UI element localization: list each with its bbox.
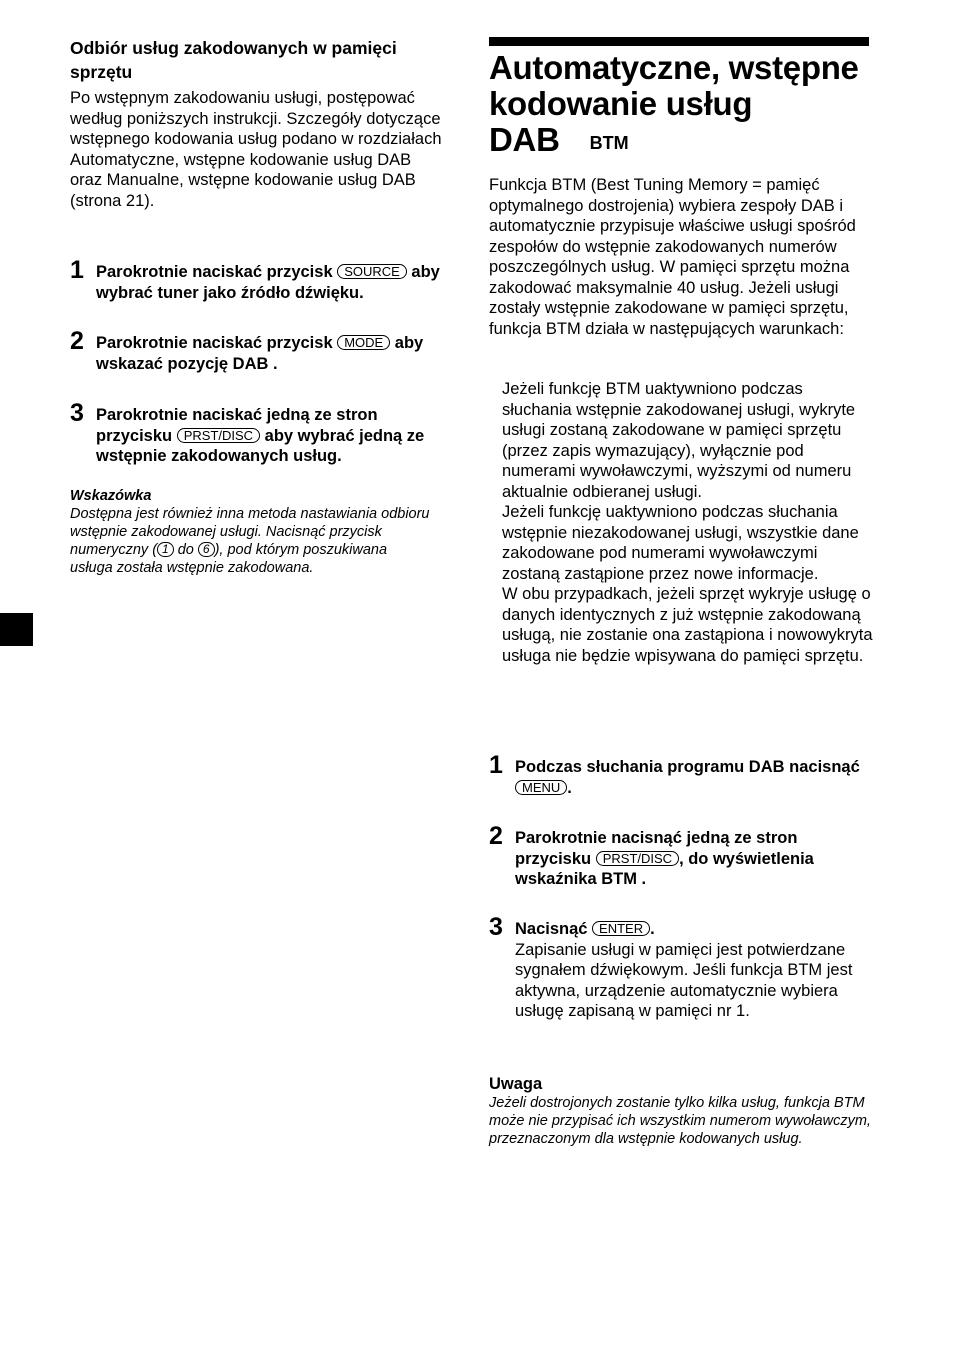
- step-instruction: [515, 919, 870, 1022]
- section-intro: Funkcja BTM (Best Tuning Memory = pamięć optymalnego dostrojenia) wybiera zespoły DAB i automatycznie przypisuje właściwe usługi spośród zespołów do wstępnie zakodowanych numerów poszczególnych usług. W pamięci sprzętu można zakodować maksymalnie 40 usług. Jeżeli usługi zostały wstępnie zakodowane w pamięci sprzętu, funkcja BTM działa w następujących warunkach:: [489, 176, 856, 338]
- menu-button-label: MENU: [515, 780, 567, 795]
- step-text-pre: Nacisnąć: [515, 920, 593, 938]
- note-body: Jeżeli dostrojonych zostanie tylko kilka usług, funkcja BTM może nie przypisać ich wszystkim numerom wywoławczym, przeznaczonym dla wstępnie kodowanych usług.: [489, 1095, 871, 1147]
- step-number: 3: [489, 913, 503, 941]
- step-instruction: [96, 405, 456, 467]
- step-instruction: [515, 757, 870, 798]
- step-number: 2: [70, 327, 84, 355]
- number-key-1: 1: [157, 542, 174, 557]
- note-title: Uwaga: [489, 1075, 543, 1093]
- step-text-pre: Parokrotnie naciskać jedną ze stron przycisku: [96, 406, 378, 445]
- step-number: 1: [70, 256, 84, 284]
- step-text-post: aby wybrać jedną ze wstępnie zakodowanych usług.: [96, 426, 425, 465]
- step-text-pre: Parokrotnie naciskać przycisk: [96, 334, 338, 352]
- step-text-post: .: [567, 778, 572, 797]
- page-title-text: Automatyczne, wstępne kodowanie usług DAB: [489, 49, 859, 158]
- step-text-post: .: [650, 920, 655, 938]
- step-number: 1: [489, 751, 503, 779]
- list-item: W obu przypadkach, jeżeli sprzęt wykryje usługę o danych identycznych z już wstępnie zakodowaną usługą, nie zostanie ona zastąpiona i nowowykryta usługa nie będzie wpisywana do pamięci sprzętu.: [502, 585, 873, 665]
- step-text-post: aby wybrać tuner jako źródło dźwięku.: [96, 263, 440, 302]
- step-text-pre: Podczas słuchania programu DAB nacisnąć: [515, 758, 860, 776]
- section-intro: Po wstępnym zakodowaniu usługi, postępować według poniższych instrukcji. Szczegóły dotyczące wstępnego kodowania usług podano w rozdziałach Automatyczne, wstępne kodowanie usług DAB oraz Manualne, wstępne kodowanie usług DAB (strona 21).: [70, 89, 442, 210]
- step-number: 2: [489, 822, 503, 850]
- tip-title: Wskazówka: [70, 488, 152, 504]
- step-instruction: [96, 333, 456, 374]
- step-text-pre: Parokrotnie naciskać przycisk: [96, 263, 338, 281]
- number-key-6: 6: [198, 542, 215, 557]
- tip-text: Dostępna jest również inna metoda nastawiania odbioru wstępnie zakodowanej usługi.: [70, 506, 430, 540]
- source-button-label: SOURCE: [337, 264, 407, 279]
- section-heading: Odbiór usług zakodowanych w pamięci sprzętu: [70, 38, 397, 82]
- btm-tag: BTM: [589, 133, 629, 153]
- enter-button-label: ENTER: [592, 921, 650, 936]
- list-item: Jeżeli funkcję BTM uaktywniono podczas słuchania wstępnie zakodowanej usługi, wykryte usługi zostaną zakodowane w pamięci sprzętu (przez zapis wymazujący), wyłącznie pod numerami wywoławczymi, wyższymi od numeru aktualnie odbieranej usługi.: [502, 380, 856, 501]
- list-item: Jeżeli funkcję uaktywniono podczas słuchania wstępnie niezakodowanej usługi, wszystkie dane zakodowane pod numerami wywoławczymi zostaną zastąpione przez nowe informacje.: [502, 503, 859, 583]
- mode-button-label: MODE: [337, 335, 390, 350]
- prst-disc-button-label: PRST/DISC: [177, 428, 260, 443]
- step-result-text: Zapisanie usługi w pamięci jest potwierdzane sygnałem dźwiękowym. Jeśli funkcja BTM jest aktywna, urządzenie automatycznie wybiera usługę zapisaną w pamięci nr 1.: [515, 940, 853, 1020]
- step-instruction: [96, 262, 456, 303]
- conditions-list: [489, 379, 874, 666]
- step-text-pre: Parokrotnie nacisnąć jedną ze stron przycisku: [515, 829, 798, 868]
- tip-text: do: [173, 542, 198, 558]
- page-edge-tab: [0, 613, 33, 646]
- step-instruction: [515, 828, 870, 890]
- tip-text: ), pod którym poszukiwana usługa została wstępnie zakodowana.: [70, 542, 388, 576]
- step-text-post: aby wskazać pozycję DAB .: [96, 334, 424, 373]
- tip-text: Nacisnąć przycisk numeryczny (: [70, 524, 382, 558]
- tip-body: [70, 505, 430, 577]
- prst-disc-button-label: PRST/DISC: [596, 851, 679, 866]
- title-rule: [489, 37, 869, 46]
- step-text-post: , do wyświetlenia wskaźnika BTM .: [515, 849, 814, 888]
- page-title: [489, 50, 879, 161]
- step-number: 3: [70, 399, 84, 427]
